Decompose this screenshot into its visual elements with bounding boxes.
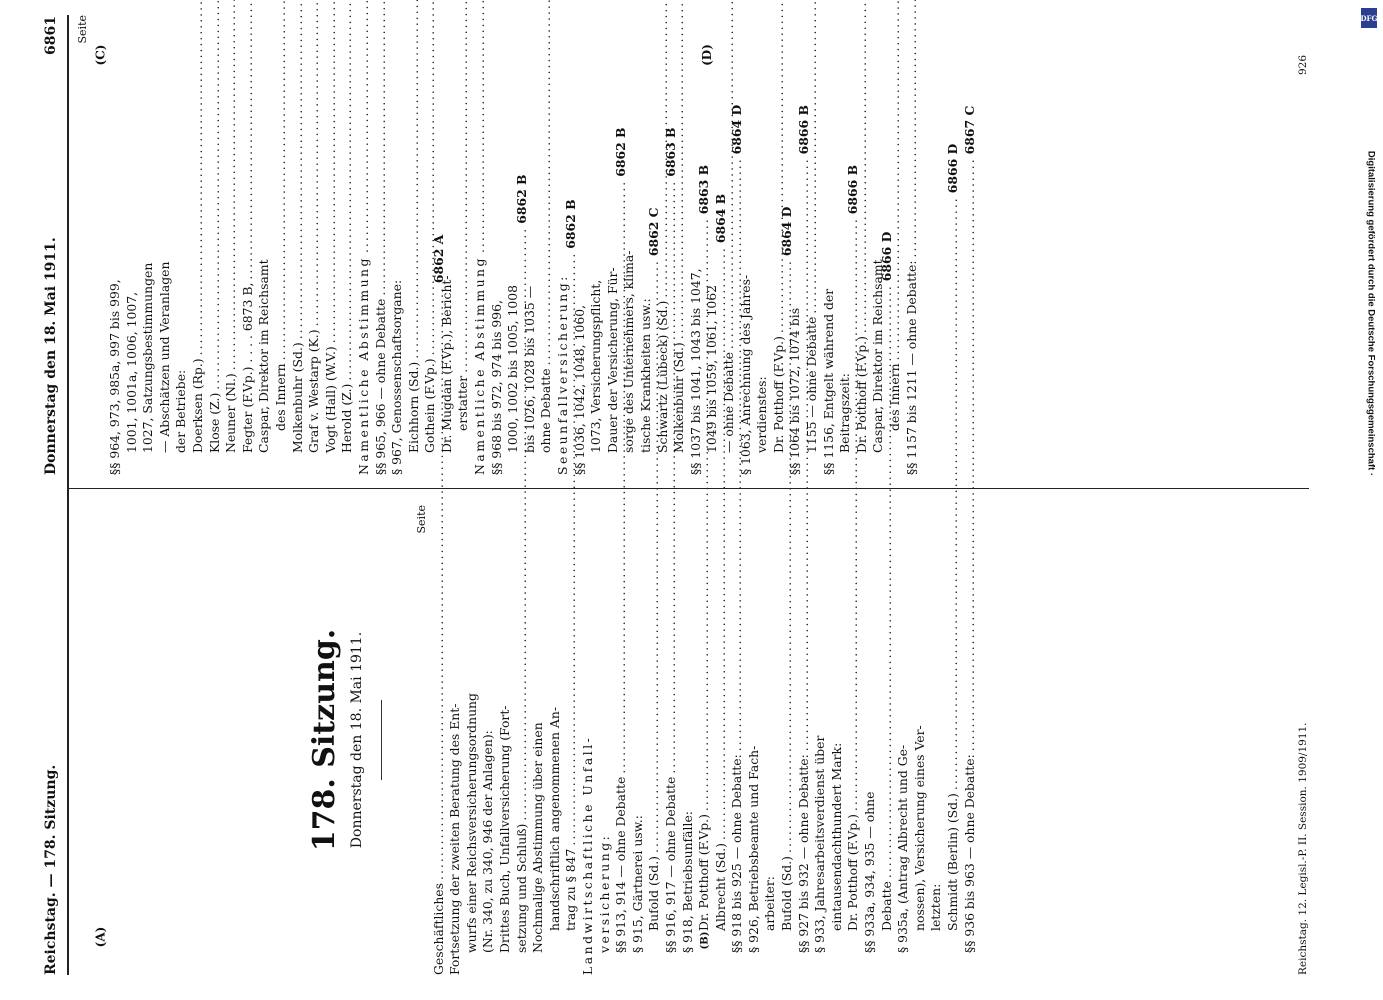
right-toc-entry-leader	[373, 0, 390, 296]
left-toc-entry	[497, 505, 514, 975]
right-toc-entry-text: 1049 bis 1059, 1061, 1062	[704, 284, 720, 453]
right-toc-entry-text: 1000, 1002 bis 1005, 1008	[505, 284, 521, 453]
right-toc-entry-text: Molkenbuhr (Sd.)	[289, 342, 305, 453]
right-toc-entry	[870, 15, 887, 475]
right-toc-entry-text: sorge des Unternehmers, klima-	[621, 250, 637, 453]
right-toc-entry-text: tische Krankheiten usw.:	[638, 298, 653, 453]
right-toc-entry-leader	[771, 0, 788, 333]
right-toc-entry	[605, 15, 622, 475]
left-toc-entry-text: §§ 936 bis 963 — ohne Debatte:	[961, 754, 977, 953]
right-toc-entry	[472, 15, 489, 475]
right-toc-entry	[290, 15, 307, 475]
right-toc-entry	[489, 15, 506, 475]
left-toc-entry-text: §§ 913, 914 — ohne Debatte	[613, 776, 629, 953]
right-toc-entry-text: Molkenbuhr (Sd.)	[671, 342, 687, 453]
left-toc-entry	[829, 505, 846, 975]
left-toc-entry-page: 6867 C	[961, 105, 977, 155]
right-toc-entry-text: des Innern	[886, 363, 902, 431]
right-toc-entry-text: — Abschätzen und Veranlagen	[156, 261, 172, 453]
footer-right: 926	[1297, 54, 1309, 75]
left-toc-entry-page: 6863 B	[662, 127, 678, 177]
right-toc-entry	[522, 15, 539, 475]
right-toc-entry	[339, 15, 356, 475]
left-toc-entry	[762, 505, 779, 975]
page-number: 6861	[43, 16, 59, 55]
margin-letter-d: (D)	[699, 44, 714, 66]
right-toc-entry-leader	[207, 0, 224, 390]
right-toc-entry-text: Fegter (F.Vp.) . . . . 6873 B,	[239, 282, 255, 453]
left-toc-entry-text: versicherung:	[596, 833, 612, 953]
left-toc-entry-text: handschriftlich angenommenen An-	[546, 706, 562, 931]
right-toc-entry-text: Dr. Potthoff (F.Vp.)	[770, 336, 786, 453]
right-toc-entry-text: Dr. Potthoff (F.Vp.)	[853, 336, 869, 453]
right-toc-entry-text: §§ 968 bis 972, 974 bis 996,	[488, 299, 504, 475]
session-title: 178. Sitzung.	[307, 628, 342, 852]
right-toc-entry	[455, 15, 472, 475]
left-toc-entry-text: § 933, Jahresarbeitsverdienst über	[812, 735, 828, 953]
margin-letter-b: (B)	[699, 931, 711, 950]
right-toc-entry-text: — ohne Debatte	[720, 352, 736, 453]
left-toc-entry-text: Dr. Potthoff (F.Vp.)	[845, 814, 861, 931]
right-toc-entry	[240, 15, 257, 475]
left-toc-entry	[895, 505, 912, 975]
right-toc-entry	[173, 15, 190, 475]
rotated-sheet	[25, 15, 1325, 975]
left-toc-entry-text: wurfs einer Reichsversicherungsordnung	[463, 693, 479, 953]
right-toc-entry-text: Graf v. Westarp (K.)	[306, 329, 322, 453]
right-toc-entry	[323, 15, 340, 475]
right-toc-entry	[157, 15, 174, 475]
right-toc-entry-text: §§ 1036, 1042, 1048, 1060,	[571, 304, 587, 475]
right-toc-entry	[439, 15, 456, 475]
left-toc-entry	[928, 505, 945, 975]
left-toc-entry-page: 6866 D	[945, 143, 960, 194]
left-toc-entry-text: Schmidt (Berlin) (Sd.)	[945, 793, 960, 931]
right-toc-entry-text: erstatter	[455, 375, 471, 431]
running-header-date: Donnerstag den 18. Mai 1911.	[43, 237, 59, 475]
right-toc-entry	[306, 15, 323, 475]
left-toc-entry-page: 6864 D	[729, 104, 745, 155]
left-toc-entry-page: 6862 C	[646, 207, 662, 257]
left-toc-entry	[680, 505, 697, 975]
left-toc-entry-text: Landwirtschaftliche Unfall-	[579, 735, 595, 975]
right-toc-entry	[273, 15, 290, 475]
session-date: Donnerstag den 18. Mai 1911.	[349, 631, 365, 849]
right-toc-entry-text: der Betriebe:	[173, 369, 189, 453]
right-toc-entry-leader	[356, 0, 373, 253]
right-toc-entry	[124, 15, 141, 475]
left-toc-entry-leader	[962, 157, 979, 751]
right-toc-entry	[356, 15, 373, 475]
right-toc-entry-text: Doerksen (Rp.)	[189, 358, 205, 453]
column-divider	[69, 488, 1309, 489]
right-toc-entry	[107, 15, 124, 475]
right-toc-entry-leader	[406, 0, 423, 359]
right-toc-entry-text: §§ 1156, Entgelt während der	[820, 288, 836, 475]
right-toc-entry-text: Klose (Z.)	[206, 392, 222, 453]
left-toc-entry-page: 6862 B	[563, 199, 579, 249]
left-toc-entry-page: 6862 B	[513, 174, 529, 224]
right-toc-entry	[190, 15, 207, 475]
right-toc-entry	[538, 15, 555, 475]
left-toc-entry	[447, 505, 464, 975]
right-toc-entry-text: 1155 — ohne Debatte	[803, 316, 819, 453]
right-toc-entry-leader	[223, 0, 240, 370]
right-toc-entry-leader	[655, 0, 672, 298]
left-toc-entry-page: 6866 D	[878, 231, 894, 282]
right-toc-entry-text: 1073, Versicherungspflicht,	[588, 279, 604, 453]
left-toc-entry-text: Geschäftliches	[430, 883, 446, 975]
left-toc-entry	[547, 505, 564, 975]
right-toc-entry-text: Herold (Z.)	[339, 383, 355, 453]
left-toc-entry-page: 6866 B	[845, 164, 861, 215]
left-toc-entry-text: setzung und Schluß)	[513, 823, 529, 953]
right-toc-entry	[704, 15, 721, 475]
left-toc-entry-page: 6862 A	[430, 234, 446, 284]
left-toc-entry-page: 6864 B	[712, 193, 728, 244]
right-toc-entry	[223, 15, 240, 475]
right-toc-entry	[671, 15, 688, 475]
right-toc-entry-text: Namentliche Abstimmung	[472, 256, 488, 475]
left-toc-entry-text: §§ 927 bis 932 — ohne Debatte:	[795, 754, 811, 953]
right-toc-entry	[837, 15, 854, 475]
right-toc-entry-leader	[306, 0, 323, 326]
right-toc-entry-leader	[671, 0, 688, 339]
right-toc-entry	[854, 15, 871, 475]
left-toc-entry-leader	[945, 196, 962, 790]
right-toc-entry	[771, 15, 788, 475]
right-toc-entry	[572, 15, 589, 475]
title-rule	[381, 700, 382, 780]
left-toc-entry-text: Albrecht (Sd.)	[712, 843, 728, 931]
right-toc-entry-leader	[240, 0, 257, 280]
left-toc-entry-text: §§ 933a, 934, 935 — ohne	[862, 791, 878, 953]
left-toc-entry-text: nossen), Versicherung eines Ver-	[911, 725, 927, 931]
right-toc-entry-text: ohne Debatte	[538, 368, 554, 453]
margin-letter-c: (C)	[93, 44, 108, 66]
right-toc-entry-text: Beitragszeit:	[837, 373, 853, 453]
left-toc-entry-text: eintausendachthundert Mark:	[828, 742, 844, 931]
left-toc-entry-text: Fortsetzung der zweiten Beratung des Ent-	[447, 703, 463, 975]
right-toc-entry	[140, 15, 157, 475]
right-toc-entry	[904, 15, 921, 475]
left-toc-entry	[961, 105, 979, 975]
left-toc-entry-text: §§ 916, 917 — ohne Debatte	[662, 776, 678, 953]
right-toc-entry-leader	[887, 0, 904, 360]
right-toc-entry-text: Neuner (Nl.)	[223, 373, 239, 453]
right-toc-entry-text: Dr. Mugdan (F.Vp.), Bericht-	[438, 275, 454, 453]
left-toc-entry	[945, 143, 962, 975]
left-toc-entry	[630, 505, 647, 975]
right-toc-entry-leader	[854, 0, 871, 333]
left-toc-entry-text: arbeiter:	[762, 876, 778, 931]
right-toc-entry-text: §§ 1157 bis 1211 — ohne Debatte:	[903, 260, 919, 475]
right-toc-entry	[406, 15, 423, 475]
left-toc-entry-text: §§ 918 bis 925 — ohne Debatte:	[729, 754, 745, 953]
right-toc-entry	[754, 15, 771, 475]
right-toc-entry-text: § 1063, Anrechnung des Jahres-	[737, 274, 753, 475]
right-toc-entry	[887, 15, 904, 475]
right-toc-entry-text: Gothein (F.Vp.)	[422, 358, 438, 453]
right-toc-entry-text: Namentliche Abstimmung	[355, 256, 371, 475]
dfg-logo-text: DFG	[1360, 13, 1378, 23]
right-toc-entry-leader	[422, 0, 439, 355]
right-toc-entry	[787, 15, 804, 475]
right-toc-entry	[655, 15, 672, 475]
right-toc-entry	[804, 15, 821, 475]
left-toc-entry-page: 6862 B	[613, 127, 629, 177]
left-toc-entry-text: letzten:	[928, 883, 944, 931]
left-toc-entry-text: trag zu § 847	[563, 848, 579, 931]
right-toc-entry	[638, 15, 655, 475]
left-toc-entry	[597, 505, 614, 975]
left-toc-entry-text: Dr. Potthoff (F.Vp.)	[696, 814, 712, 931]
right-toc-entry	[721, 15, 738, 475]
right-toc-entry-text: Caspar, Direktor im Reichsamt	[256, 259, 272, 453]
right-toc-entry-leader	[339, 0, 356, 381]
right-toc-entry-leader	[323, 0, 340, 343]
left-toc-entry-page: 6864 D	[779, 206, 795, 257]
left-toc-entry-text: § 926, Betriebsbeamte und Fach-	[745, 745, 761, 953]
left-toc-entry	[862, 505, 879, 975]
left-toc-entry-text: Bufold (Sd.)	[646, 856, 662, 931]
right-toc-entry-text: Seeunfallversicherung:	[555, 274, 571, 475]
footer-left: Reichstag. 12. Legisl.-P. II. Session. 1909/1911.	[1297, 722, 1309, 975]
right-toc-entry-leader	[455, 0, 472, 373]
left-toc-entry	[912, 505, 929, 975]
left-toc-entry	[746, 505, 763, 975]
right-toc-entry-text: verdienstes:	[754, 376, 770, 453]
left-toc-entry-text: § 918, Betriebsunfälle:	[679, 811, 695, 953]
right-toc-entry-text: §§ 964, 973, 985a, 997 bis 999,	[107, 279, 122, 475]
right-toc-entry	[373, 15, 390, 475]
right-toc-entry	[621, 15, 638, 475]
right-toc-entry-text: §§ 965, 966 — ohne Debatte	[372, 298, 388, 475]
right-toc-entry	[422, 15, 439, 475]
left-toc-entry-text: Nochmalige Abstimmung über einen	[530, 722, 546, 953]
right-toc-entry-text: §§ 1037 bis 1041, 1043 bis 1047,	[687, 268, 703, 475]
right-toc-entry-text: Caspar, Direktor im Reichsamt	[870, 259, 886, 453]
right-toc-entry	[256, 15, 273, 475]
dfg-credit-text: Digitalisierung gefördert durch die Deutsche Forschungsgemeinschaft ·	[1365, 150, 1377, 477]
left-toc-entry	[464, 505, 481, 975]
right-toc-entry-leader	[721, 0, 738, 349]
right-toc-entry-text: 1001, 1001a, 1006, 1007,	[123, 291, 139, 453]
right-toc-entry-leader	[538, 0, 555, 365]
right-toc-entry-text: § 967, Genossenschaftsorgane:	[389, 279, 405, 475]
right-toc-entry-leader	[472, 0, 489, 253]
right-toc-entry-leader	[190, 0, 207, 355]
left-toc-entry	[580, 505, 597, 975]
left-toc-entry-page: 6863 B	[696, 164, 712, 215]
right-toc-entry-text: §§ 1064 bis 1072, 1074 bis	[787, 307, 803, 475]
right-toc-entry	[738, 15, 755, 475]
right-toc-entry	[588, 15, 605, 475]
right-toc-entry-leader	[273, 0, 290, 360]
right-toc-entry	[389, 15, 406, 475]
margin-letter-a: (A)	[93, 926, 108, 948]
right-toc-entry	[505, 15, 522, 475]
right-toc-entry-text: des Innern	[272, 363, 288, 431]
right-toc-entry	[688, 15, 705, 475]
right-toc-entry-text: Schwartz (Lübeck) (Sd.)	[654, 300, 670, 453]
left-toc-entry	[812, 505, 829, 975]
seite-label-right: Seite	[76, 15, 89, 44]
right-column	[75, 15, 920, 475]
left-toc-entry-text: Bufold (Sd.)	[779, 856, 795, 931]
left-toc-entry-text: (Nr. 340, zu 340, 946 der Anlagen):	[480, 730, 496, 953]
left-toc-entry	[530, 505, 547, 975]
left-toc-entry-text: Drittes Buch, Unfallversicherung (Fort-	[496, 705, 512, 953]
right-toc-entry-leader	[804, 0, 821, 314]
right-toc-entry-text: Vogt (Hall) (W.V.)	[322, 346, 338, 453]
seite-label: Seite	[415, 505, 428, 534]
right-toc-entry-leader	[290, 0, 307, 339]
left-toc-entry-text: Debatte	[878, 881, 894, 931]
right-toc-entry	[821, 15, 838, 475]
right-toc-entry-text: Dauer der Versicherung, Für-	[604, 267, 620, 453]
left-toc-entry-text: § 915, Gärtnerei usw.:	[629, 815, 645, 953]
right-toc-entry-leader	[904, 0, 921, 257]
right-toc-entry-text: Eichhorn (Sd.)	[405, 361, 421, 453]
right-toc-entry-text: 1027, Satzungsbestimmungen	[140, 262, 156, 453]
dfg-credit	[1361, 8, 1377, 1000]
running-header-left: Reichstag. — 178. Sitzung.	[43, 764, 59, 975]
right-toc-entry-text: bis 1026, 1028 bis 1035 —	[521, 285, 537, 453]
left-toc-entry-text: § 935a, (Antrag Albrecht und Ge-	[895, 744, 911, 953]
left-toc-entry	[480, 505, 497, 975]
right-toc-entry	[207, 15, 224, 475]
left-toc-entry-page: 6866 B	[795, 105, 811, 155]
right-toc-entry	[555, 15, 572, 475]
header-rule	[67, 15, 69, 975]
